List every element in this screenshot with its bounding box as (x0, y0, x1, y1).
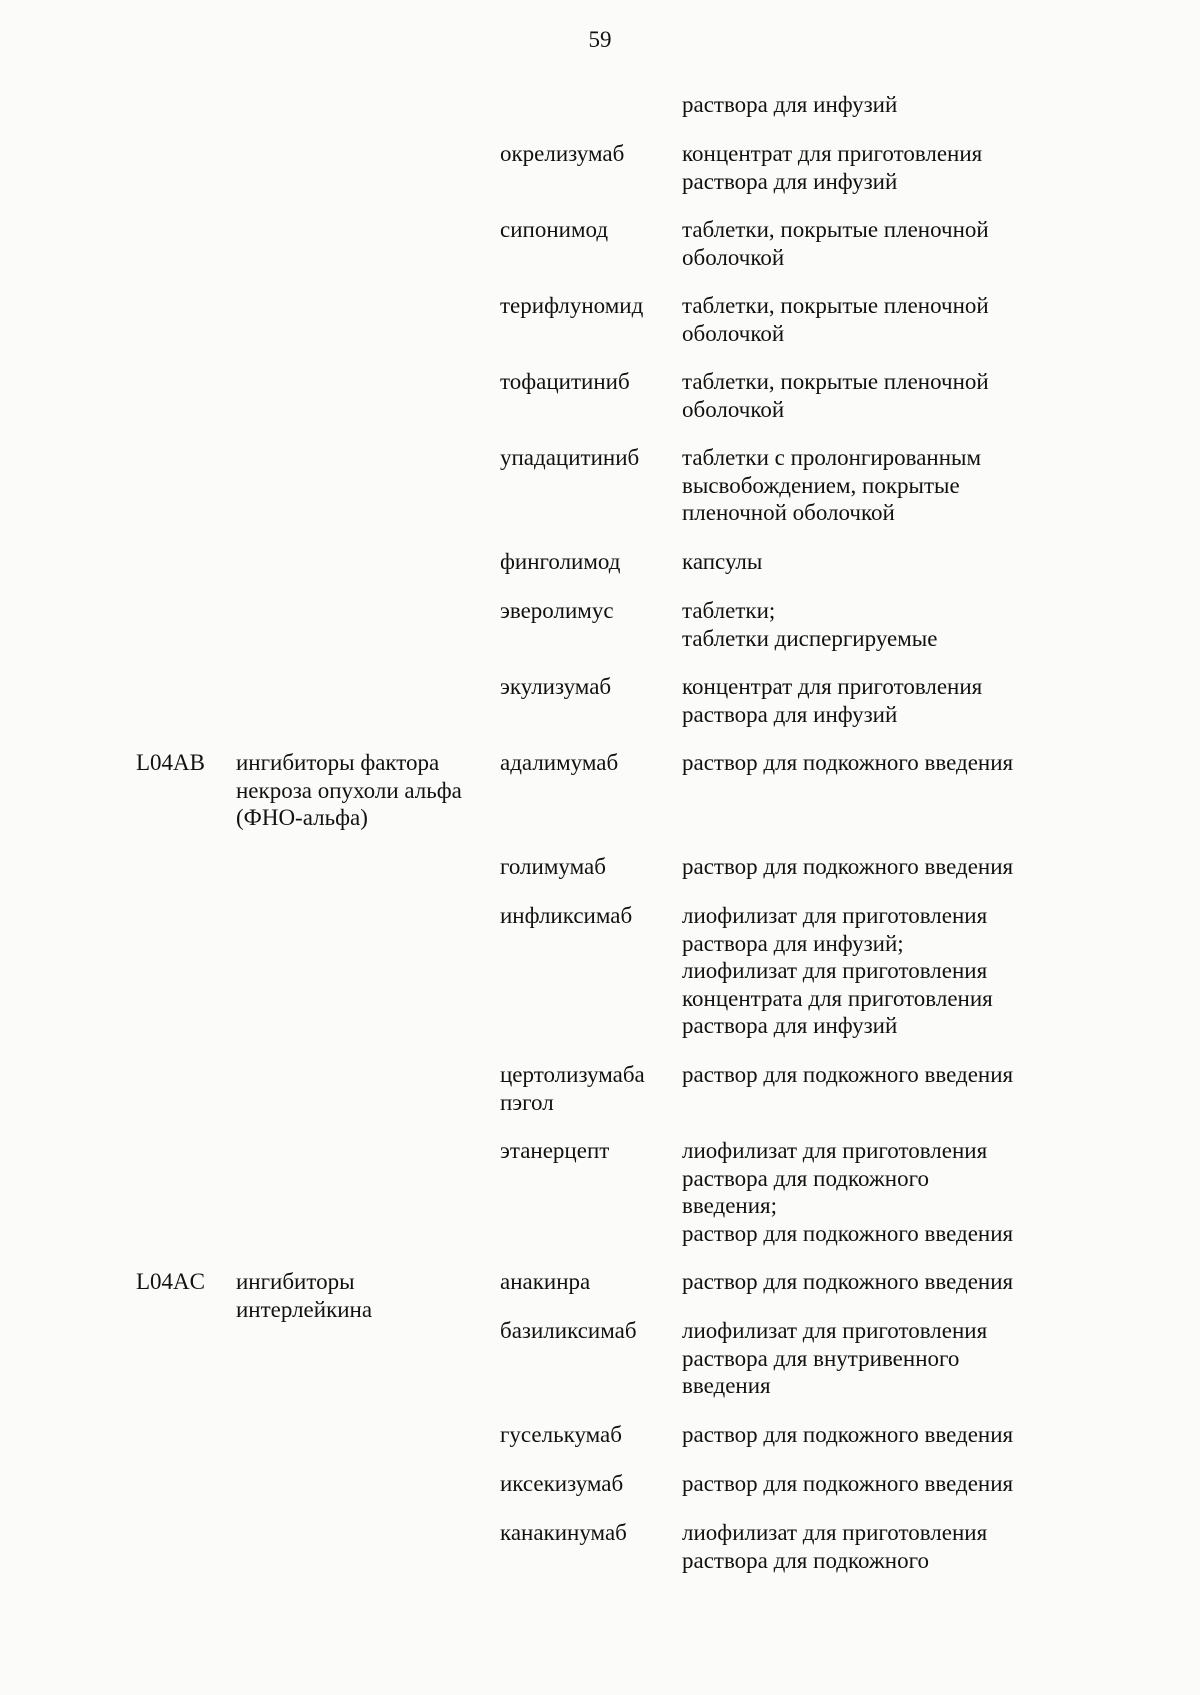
drug-name: тофацитиниб (500, 369, 630, 394)
drug-name: гуселькумаб (500, 1422, 622, 1447)
dosage-form: раствор для подкожного введения (682, 1422, 1014, 1447)
dosage-form: лиофилизат для приготовления раствора для инфузий; лиофилизат для приготовления концентрата для приготовления раствора для инфузий (682, 903, 993, 1038)
drug-name: этанерцепт (500, 1138, 610, 1163)
drug-name: анакинра (500, 1269, 591, 1294)
dosage-form: концентрат для приготовления раствора для инфузий (682, 141, 983, 194)
dosage-form: лиофилизат для приготовления раствора для подкожного введения; раствор для подкожного введения (682, 1138, 1014, 1246)
drug-name: окрелизумаб (500, 141, 625, 166)
drug-name: финголимод (500, 549, 621, 574)
drug-name: цертолизумаба пэгол (500, 1062, 645, 1115)
atc-code: L04AB (136, 750, 205, 775)
dosage-form: лиофилизат для приготовления раствора для подкожного (682, 1520, 988, 1573)
dosage-form: концентрат для приготовления раствора для инфузий (682, 674, 983, 727)
atc-code: L04AC (136, 1269, 205, 1294)
drug-name: голимумаб (500, 854, 606, 879)
drug-name: базиликсимаб (500, 1318, 637, 1343)
drug-name: упадацитиниб (500, 445, 640, 470)
drug-name: эверолимус (500, 598, 614, 623)
dosage-form: таблетки, покрытые пленочной оболочкой (682, 217, 989, 270)
drug-name: канакинумаб (500, 1520, 627, 1545)
dosage-form: таблетки с пролонгированным высвобождением, покрытые пленочной оболочкой (682, 445, 982, 525)
dosage-form: раствора для инфузий (682, 92, 898, 117)
dosage-form: раствор для подкожного введения (682, 750, 1014, 775)
drug-name: иксекизумаб (500, 1471, 624, 1496)
drug-name: сипонимод (500, 217, 609, 242)
group-name: ингибиторы фактора некроза опухоли альфа (ФНО-альфа) (236, 750, 462, 830)
dosage-form: раствор для подкожного введения (682, 854, 1014, 879)
dosage-form: таблетки; таблетки диспергируемые (682, 598, 938, 651)
dosage-form: таблетки, покрытые пленочной оболочкой (682, 369, 989, 422)
drug-name: терифлуномид (500, 293, 644, 318)
drug-name: экулизумаб (500, 674, 612, 699)
dosage-form: раствор для подкожного введения (682, 1471, 1014, 1496)
dosage-form: раствор для подкожного введения (682, 1062, 1014, 1087)
dosage-form: раствор для подкожного введения (682, 1269, 1014, 1294)
dosage-form: лиофилизат для приготовления раствора для внутривенного введения (682, 1318, 988, 1398)
drug-name: инфликсимаб (500, 903, 633, 928)
dosage-form: таблетки, покрытые пленочной оболочкой (682, 293, 989, 346)
group-name: ингибиторы интерлейкина (236, 1269, 373, 1322)
page-number: 59 (588, 27, 612, 52)
drug-name: адалимумаб (500, 750, 619, 775)
dosage-form: капсулы (682, 549, 763, 574)
